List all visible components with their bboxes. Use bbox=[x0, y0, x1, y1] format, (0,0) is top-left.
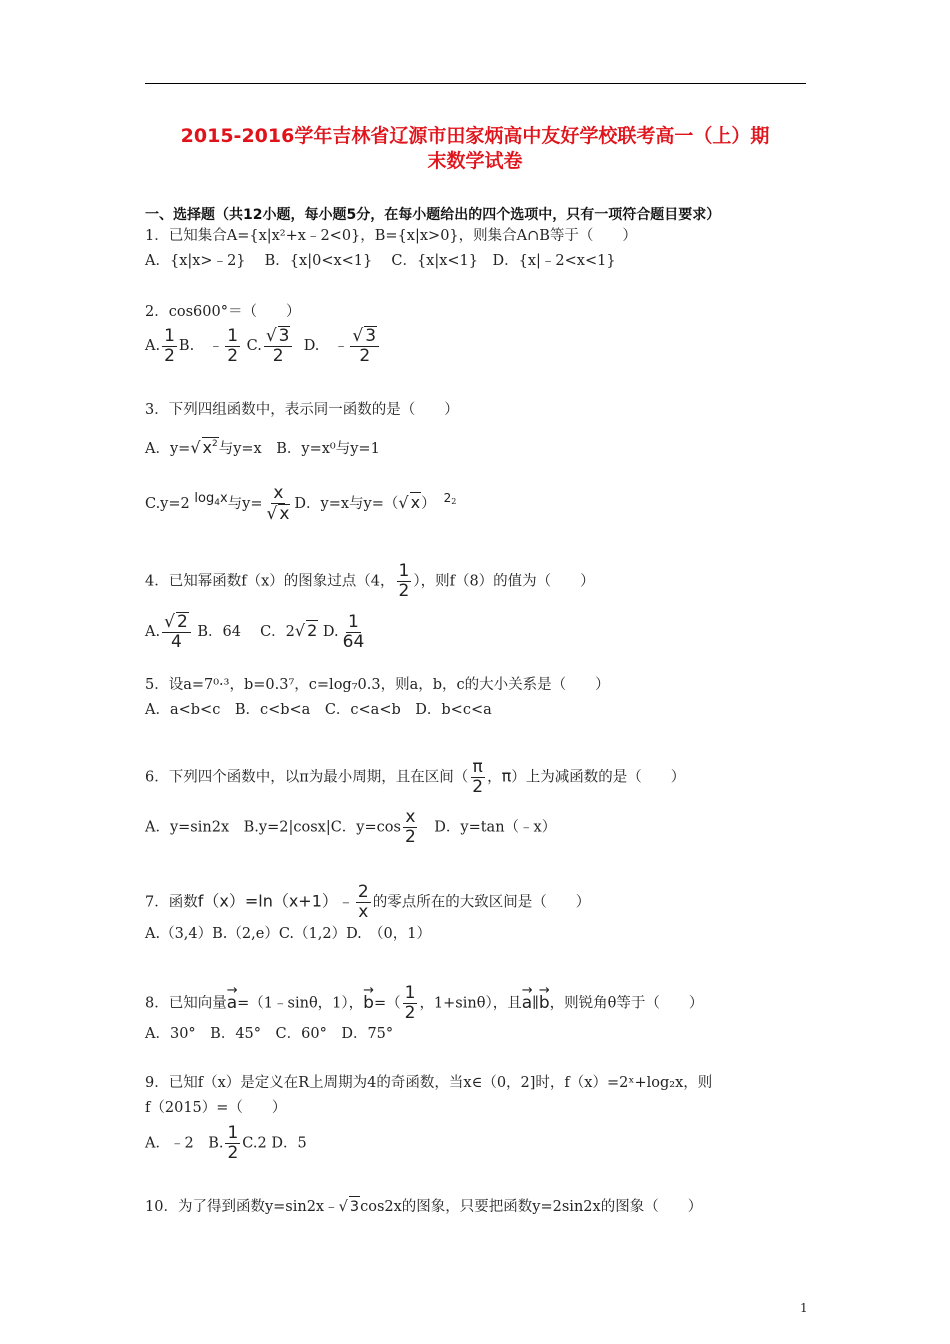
q8-vec-a-def: =（1﹣sinθ，1）， bbox=[237, 995, 364, 1012]
question-7-stem bbox=[145, 883, 590, 922]
fraction-2-over-x bbox=[356, 883, 371, 922]
frac-den: 2 bbox=[472, 777, 484, 797]
frac-num: 1 bbox=[348, 611, 359, 632]
parallel-symbol: ∥ bbox=[532, 995, 539, 1012]
frac-num: √ 3 bbox=[350, 326, 379, 347]
q6-comma: ， bbox=[487, 769, 502, 786]
question-9-stem-line-1: 9．已知f（x）是定义在R上周期为4的奇函数，当x∈（0，2]时，f（x）=2ˣ+log₂x，则 bbox=[145, 1075, 713, 1091]
question-8-options: A．30° B．45° C．60° D．75° bbox=[145, 1026, 394, 1042]
question-3-stem: 3．下列四组函数中，表示同一函数的是（ ） bbox=[145, 402, 459, 418]
frac-den: 64 bbox=[342, 631, 365, 652]
radicand: 2 bbox=[176, 612, 188, 632]
frac-num: 1 bbox=[227, 1123, 239, 1143]
frac-den: 2 bbox=[164, 345, 175, 366]
q6-opt-abc: A．y=sin2x B.y=2|cosx|C．y=cos bbox=[145, 819, 401, 836]
section-heading: 一、选择题（共12小题，每小题5分，在每小题给出的四个选项中，只有一项符合题目要求） bbox=[145, 207, 721, 223]
function-expression: f（x）=ln（x+1）﹣ bbox=[197, 891, 354, 911]
frac-num: π bbox=[472, 757, 483, 777]
question-1-options: A．{x|x>﹣2} B．{x|0<x<1} C．{x|x<1} D．{x|﹣2<x<1} bbox=[145, 253, 616, 269]
frac-num: 1 bbox=[227, 325, 239, 346]
frac-den: 4 bbox=[171, 632, 182, 652]
question-9-stem-line-2: f（2015）=（ ） bbox=[145, 1100, 287, 1116]
question-10-stem bbox=[145, 1196, 702, 1217]
q3-opt-d-label: D．y=x与y=（ bbox=[294, 496, 399, 512]
question-3-options-ab bbox=[145, 437, 380, 459]
log-base: 4 bbox=[214, 498, 220, 508]
q6-opt-d: D．y=tan（﹣x） bbox=[419, 819, 557, 836]
q4-opt-d-label: D. bbox=[322, 624, 339, 640]
page-title bbox=[130, 124, 820, 174]
sqrt-2: √ 2 bbox=[294, 621, 318, 640]
radicand: 3 bbox=[365, 326, 377, 346]
question-1-stem: 1．已知集合A={x|x²+x﹣2<0}，B={x|x>0}，则集合A∩B等于（ ） bbox=[145, 228, 637, 244]
q2-opt-c-label: C. bbox=[246, 338, 262, 354]
exponent: 2 bbox=[443, 491, 452, 505]
radicand: 3 bbox=[278, 326, 290, 346]
title-line-2: 末数学试卷 bbox=[427, 150, 523, 172]
fraction-sqrt3-half bbox=[264, 326, 293, 366]
question-5-stem: 5．设a=7⁰·³，b=0.3⁷，c=log₇0.3，则a，b，c的大小关系是（ ） bbox=[145, 677, 610, 693]
log-expression bbox=[194, 491, 227, 506]
vector-b: → b bbox=[363, 993, 374, 1013]
radicand: 3 bbox=[349, 1196, 360, 1217]
q3-opt-a-rest: 与y=x B．y=x⁰与y=1 bbox=[218, 441, 380, 457]
frac-num: 1 bbox=[398, 561, 410, 581]
log-arg: x bbox=[219, 491, 228, 506]
frac-den: x bbox=[358, 902, 369, 922]
q2-opt-d-label: D. ﹣ bbox=[303, 338, 349, 354]
q6-stem-post: ）上为减函数的是（ ） bbox=[511, 769, 686, 786]
fraction-one-half bbox=[397, 562, 412, 601]
fraction-one-half bbox=[225, 1124, 240, 1163]
frac-den: 2 bbox=[272, 346, 284, 366]
q4-stem-pre: 4．已知幂函数f（x）的图象过点（4， bbox=[145, 573, 395, 590]
question-5-options: A．a<b<c B．c<b<a C．c<a<b D．b<c<a bbox=[145, 702, 492, 718]
frac-den: 2 bbox=[227, 345, 239, 366]
q3-opt-c-mid: 与y= bbox=[227, 496, 263, 512]
vector-a: → a bbox=[227, 993, 237, 1013]
top-rule bbox=[145, 83, 806, 84]
radicand: x bbox=[410, 493, 421, 512]
question-9-options bbox=[145, 1124, 307, 1163]
q7-stem-pre: 7．函数 bbox=[145, 894, 198, 911]
pi-symbol: π bbox=[501, 766, 512, 786]
fraction-x-over-2 bbox=[403, 808, 418, 847]
question-6-stem bbox=[145, 758, 685, 797]
q10-stem-pre: 10．为了得到函数y=sin2x﹣ bbox=[145, 1199, 339, 1215]
radicand bbox=[202, 437, 219, 458]
q9-opt-ab: A．﹣2 B. bbox=[145, 1135, 224, 1152]
exponent: 2 bbox=[211, 439, 218, 449]
frac-num: 1 bbox=[164, 325, 175, 346]
q4-opt-bc: B．64 C．2 bbox=[197, 624, 295, 640]
fraction-x-over-sqrt-x bbox=[264, 484, 292, 524]
question-2-options bbox=[145, 326, 381, 366]
sqrt-x: √ x bbox=[398, 493, 421, 512]
q6-stem-pre: 6．下列四个函数中，以π为最小周期，且在区间（ bbox=[145, 769, 469, 786]
radicand-x: x bbox=[202, 438, 212, 457]
frac-den: 2 bbox=[404, 827, 416, 847]
frac-num: √ 2 bbox=[162, 612, 191, 633]
q4-stem-post: ），则f（8）的值为（ ） bbox=[413, 573, 595, 590]
frac-num: x bbox=[405, 807, 416, 827]
q8-vec-b-open: =（ bbox=[373, 995, 401, 1012]
q8-stem-post: ，则锐角θ等于（ ） bbox=[549, 995, 704, 1012]
question-4-options bbox=[145, 612, 368, 652]
vector-a: → a bbox=[522, 993, 532, 1013]
q3-opt-a-label: A．y= bbox=[145, 441, 191, 457]
frac-num: √ 3 bbox=[264, 326, 293, 347]
fraction-pi-over-2 bbox=[470, 758, 485, 797]
question-2-stem: 2．cos600°＝（ ） bbox=[145, 304, 301, 320]
frac-num: 2 bbox=[357, 882, 369, 902]
fraction-one-half bbox=[162, 327, 177, 366]
question-8-stem bbox=[145, 984, 703, 1023]
question-4-stem bbox=[145, 562, 595, 601]
radicand: x bbox=[279, 504, 290, 524]
q2-opt-a-label: A. bbox=[145, 338, 161, 354]
title-line-1: 2015-2016学年吉林省辽源市田家炳高中友好学校联考高一（上）期 bbox=[180, 125, 770, 147]
frac-num: 1 bbox=[404, 983, 416, 1003]
sqrt-3: √ 3 bbox=[339, 1199, 360, 1215]
sqrt-x-squared: √ $x^2$ bbox=[190, 438, 218, 457]
frac-num: x bbox=[273, 483, 284, 503]
paren-close: ） bbox=[421, 496, 436, 512]
frac-den: 2 bbox=[227, 1143, 239, 1163]
page-number: 1 bbox=[800, 1301, 808, 1315]
fraction-one-half bbox=[225, 327, 240, 366]
q2-opt-b-label: B. ﹣ bbox=[178, 338, 224, 354]
fraction-one-over-64 bbox=[341, 613, 367, 652]
q8-stem-pre: 8．已知向量 bbox=[145, 995, 227, 1012]
q9-opt-cd: C.2 D．5 bbox=[242, 1135, 307, 1152]
fraction-one-half bbox=[403, 984, 418, 1023]
vector-b: → b bbox=[539, 993, 550, 1013]
question-7-options: A.（3,4）B.（2,e）C.（1,2）D. （0，1） bbox=[145, 926, 431, 942]
question-6-options bbox=[145, 808, 556, 847]
frac-den: 2 bbox=[359, 346, 371, 366]
question-3-options-cd bbox=[145, 484, 456, 524]
frac-den: 2 bbox=[404, 1003, 416, 1023]
fraction-sqrt3-half bbox=[350, 326, 379, 366]
fraction-sqrt2-over-4 bbox=[162, 612, 191, 652]
q7-stem-post: 的零点所在的大致区间是（ ） bbox=[372, 894, 591, 911]
radicand: 2 bbox=[307, 621, 318, 640]
log-text: log bbox=[194, 491, 215, 506]
frac-den: √ x bbox=[266, 504, 290, 524]
frac-den: 2 bbox=[398, 581, 410, 601]
q10-stem-post: cos2x的图象，只要把函数y=2sin2x的图象（ ） bbox=[360, 1199, 703, 1215]
exponent-small: 2 bbox=[451, 497, 457, 506]
q3-opt-c-label: C.y=2 bbox=[145, 496, 190, 512]
q8-vec-b-rest: ，1+sinθ），且 bbox=[419, 995, 522, 1012]
q4-opt-a-label: A. bbox=[145, 624, 161, 640]
